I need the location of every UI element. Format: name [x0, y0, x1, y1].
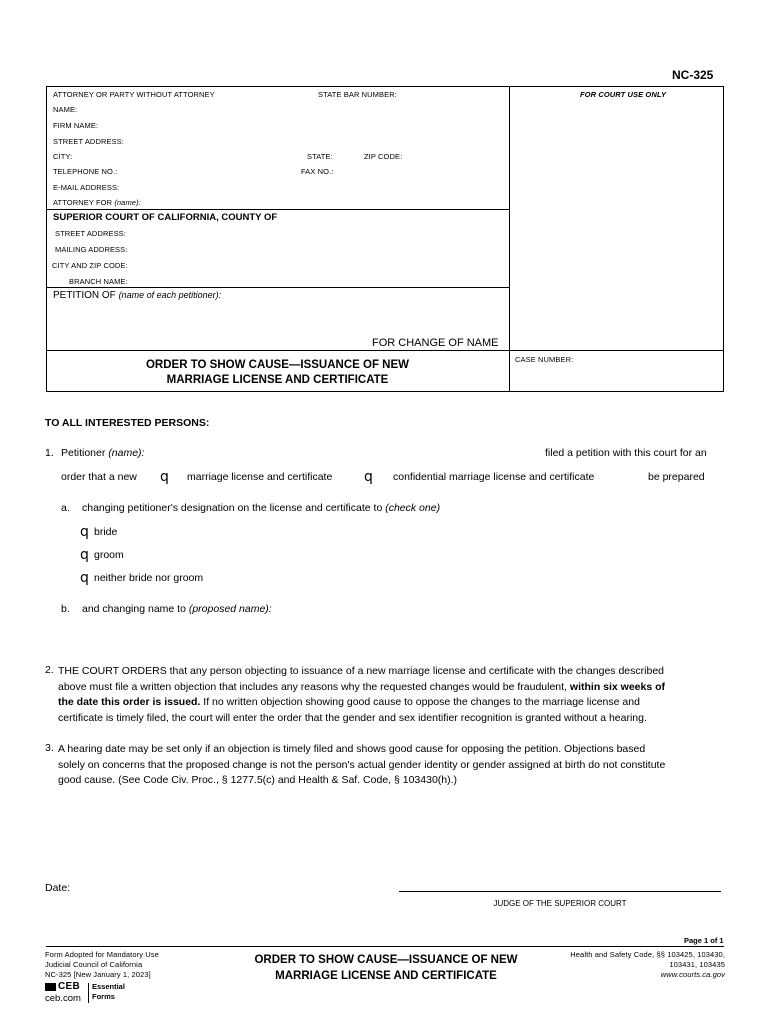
adopted-line2: Judicial Council of California: [45, 960, 143, 969]
firm-name-label[interactable]: FIRM NAME:: [53, 121, 99, 130]
groom-checkbox[interactable]: q: [80, 547, 89, 563]
adopted-line3: NC-325 [New January 1, 2023]: [45, 970, 151, 979]
ceb-logo-text: CEB: [58, 981, 81, 992]
footer-title-line2: MARRIAGE LICENSE AND CERTIFICATE: [275, 970, 497, 982]
court-petition-divider: [46, 287, 509, 288]
attorney-for-hint: (name):: [114, 198, 141, 207]
form-title-line1: ORDER TO SHOW CAUSE—ISSUANCE OF NEW: [145, 359, 410, 371]
item2-issued: the date this order is issued.: [58, 696, 201, 708]
bride-checkbox[interactable]: q: [80, 524, 89, 540]
email-label[interactable]: E-MAIL ADDRESS:: [53, 183, 120, 192]
item2-line3-text: If no written objection showing good cause to oppose the changes to the marriage license and: [203, 696, 640, 708]
court-title: SUPERIOR COURT OF CALIFORNIA, COUNTY OF: [53, 212, 278, 223]
footer-title: [220, 952, 552, 984]
item3-line2: solely on concerns that the proposed change is not the person's actual gender identity or gender assigned at birth do not constitute: [58, 758, 666, 771]
date-label[interactable]: Date:: [45, 882, 71, 894]
fax-label[interactable]: FAX NO.:: [301, 167, 334, 176]
header-divider: [509, 86, 510, 391]
telephone-label[interactable]: TELEPHONE NO.:: [53, 167, 118, 176]
case-number-label[interactable]: CASE NUMBER:: [515, 355, 574, 364]
item-a-text: [82, 502, 440, 514]
court-street-label[interactable]: STREET ADDRESS:: [55, 229, 126, 238]
item3-number: 3.: [45, 742, 54, 754]
attorney-for-label: ATTORNEY FOR: [53, 198, 113, 207]
item-a-letter: a.: [61, 502, 70, 514]
zip-code-label[interactable]: ZIP CODE:: [364, 152, 403, 161]
groom-option: groom: [94, 549, 124, 561]
item3-paragraph: [58, 742, 723, 789]
ceb-logo-mark: [45, 983, 56, 991]
title-top-border: [46, 350, 724, 351]
petitioner-label: Petitioner: [61, 447, 106, 459]
neither-checkbox[interactable]: q: [80, 570, 89, 586]
item1-order-text: order that a new: [61, 471, 137, 483]
item-b-letter: b.: [61, 603, 70, 615]
petitioner-hint: (name):: [108, 447, 145, 459]
item2-line2-text: above must file a written objection that includes any reasons why the requested changes would be fraudulent,: [58, 680, 567, 693]
code-line1: Health and Safety Code, §§ 103425, 103430,: [570, 950, 725, 959]
court-mailing-label[interactable]: MAILING ADDRESS:: [55, 245, 128, 254]
header-left-border: [46, 86, 47, 391]
header-top-border: [46, 86, 724, 87]
item3-line3: good cause. (See Code Civ. Proc., § 1277.5(c) and Health & Saf. Code, § 103430(h).): [58, 774, 458, 786]
title-bottom-border: [46, 391, 724, 392]
essential-text: Essential: [92, 982, 125, 991]
footer-title-line1: ORDER TO SHOW CAUSE—ISSUANCE OF NEW: [254, 954, 518, 966]
ceb-site-text: ceb.com: [45, 993, 81, 1004]
court-city-zip-label[interactable]: CITY AND ZIP CODE:: [52, 261, 128, 270]
page-number: Page 1 of 1: [684, 936, 724, 945]
court-use-label: FOR COURT USE ONLY: [580, 90, 667, 99]
courts-website[interactable]: www.courts.ca.gov: [660, 970, 725, 979]
item2-line4: certificate is timely filed, the court will enter the order that the gender and sex identifier recognition is granted without a hearing.: [58, 711, 647, 724]
item1-number: 1.: [45, 447, 54, 459]
confidential-license-option: confidential marriage license and certificate: [393, 471, 595, 483]
item1-filed-text: filed a petition with this court for an: [545, 447, 707, 459]
city-label[interactable]: CITY:: [53, 152, 73, 161]
item2-line2: [58, 680, 723, 696]
item-a-description: changing petitioner's designation on the license and certificate to: [82, 502, 383, 514]
petitioner-name-field[interactable]: [61, 447, 144, 459]
bride-option: bride: [94, 526, 118, 538]
item2-deadline: within six weeks of: [569, 680, 666, 693]
street-address-label[interactable]: STREET ADDRESS:: [53, 137, 124, 146]
neither-option: neither bride nor groom: [94, 572, 204, 584]
logo-divider: [88, 983, 89, 1003]
item2-number: 2.: [45, 664, 54, 676]
petition-hint: (name of each petitioner):: [118, 290, 222, 300]
attorney-label: ATTORNEY OR PARTY WITHOUT ATTORNEY: [53, 90, 215, 99]
form-title-line2: MARRIAGE LICENSE AND CERTIFICATE: [166, 374, 389, 386]
ceb-logo: [45, 982, 135, 1004]
attorney-for-field[interactable]: [53, 198, 141, 207]
confidential-license-checkbox[interactable]: q: [364, 469, 373, 485]
item2-paragraph: [58, 664, 723, 726]
code-block: [548, 950, 725, 980]
petition-field[interactable]: [53, 290, 221, 301]
marriage-license-option: marriage license and certificate: [187, 471, 333, 483]
marriage-license-checkbox[interactable]: q: [160, 469, 169, 485]
adopted-line1: Form Adopted for Mandatory Use: [45, 950, 159, 959]
proposed-name-field[interactable]: [82, 603, 272, 615]
court-branch-label[interactable]: BRANCH NAME:: [69, 277, 128, 286]
form-number: NC-325: [672, 68, 714, 82]
be-prepared-text: be prepared: [648, 471, 705, 483]
adopted-block: [45, 950, 159, 980]
item2-line1: THE COURT ORDERS that any person objecting to issuance of a new marriage license and certificate with the changes described: [58, 665, 664, 677]
judge-label: JUDGE OF THE SUPERIOR COURT: [493, 899, 627, 908]
judge-signature-line[interactable]: [399, 891, 721, 892]
state-label[interactable]: STATE:: [307, 152, 333, 161]
form-title: [46, 358, 509, 388]
footer-rule: [46, 946, 724, 947]
state-bar-label: STATE BAR NUMBER:: [318, 90, 397, 99]
item-a-hint: (check one): [385, 502, 441, 514]
attorney-court-divider: [46, 209, 509, 210]
item-b-description: and changing name to: [82, 603, 186, 615]
header-right-border: [723, 86, 724, 391]
code-line2: 103431, 103435: [669, 960, 725, 969]
change-of-name-label: FOR CHANGE OF NAME: [372, 337, 499, 349]
petition-label: PETITION OF: [53, 290, 116, 301]
name-label[interactable]: NAME:: [53, 105, 78, 114]
forms-text: Forms: [92, 992, 115, 1001]
item-b-hint: (proposed name):: [188, 603, 272, 615]
item3-line1: A hearing date may be set only if an objection is timely filed and shows good cause for opposing the petition. Objections based: [58, 743, 646, 755]
to-all-heading: TO ALL INTERESTED PERSONS:: [45, 417, 210, 429]
item2-line3: [58, 695, 723, 711]
